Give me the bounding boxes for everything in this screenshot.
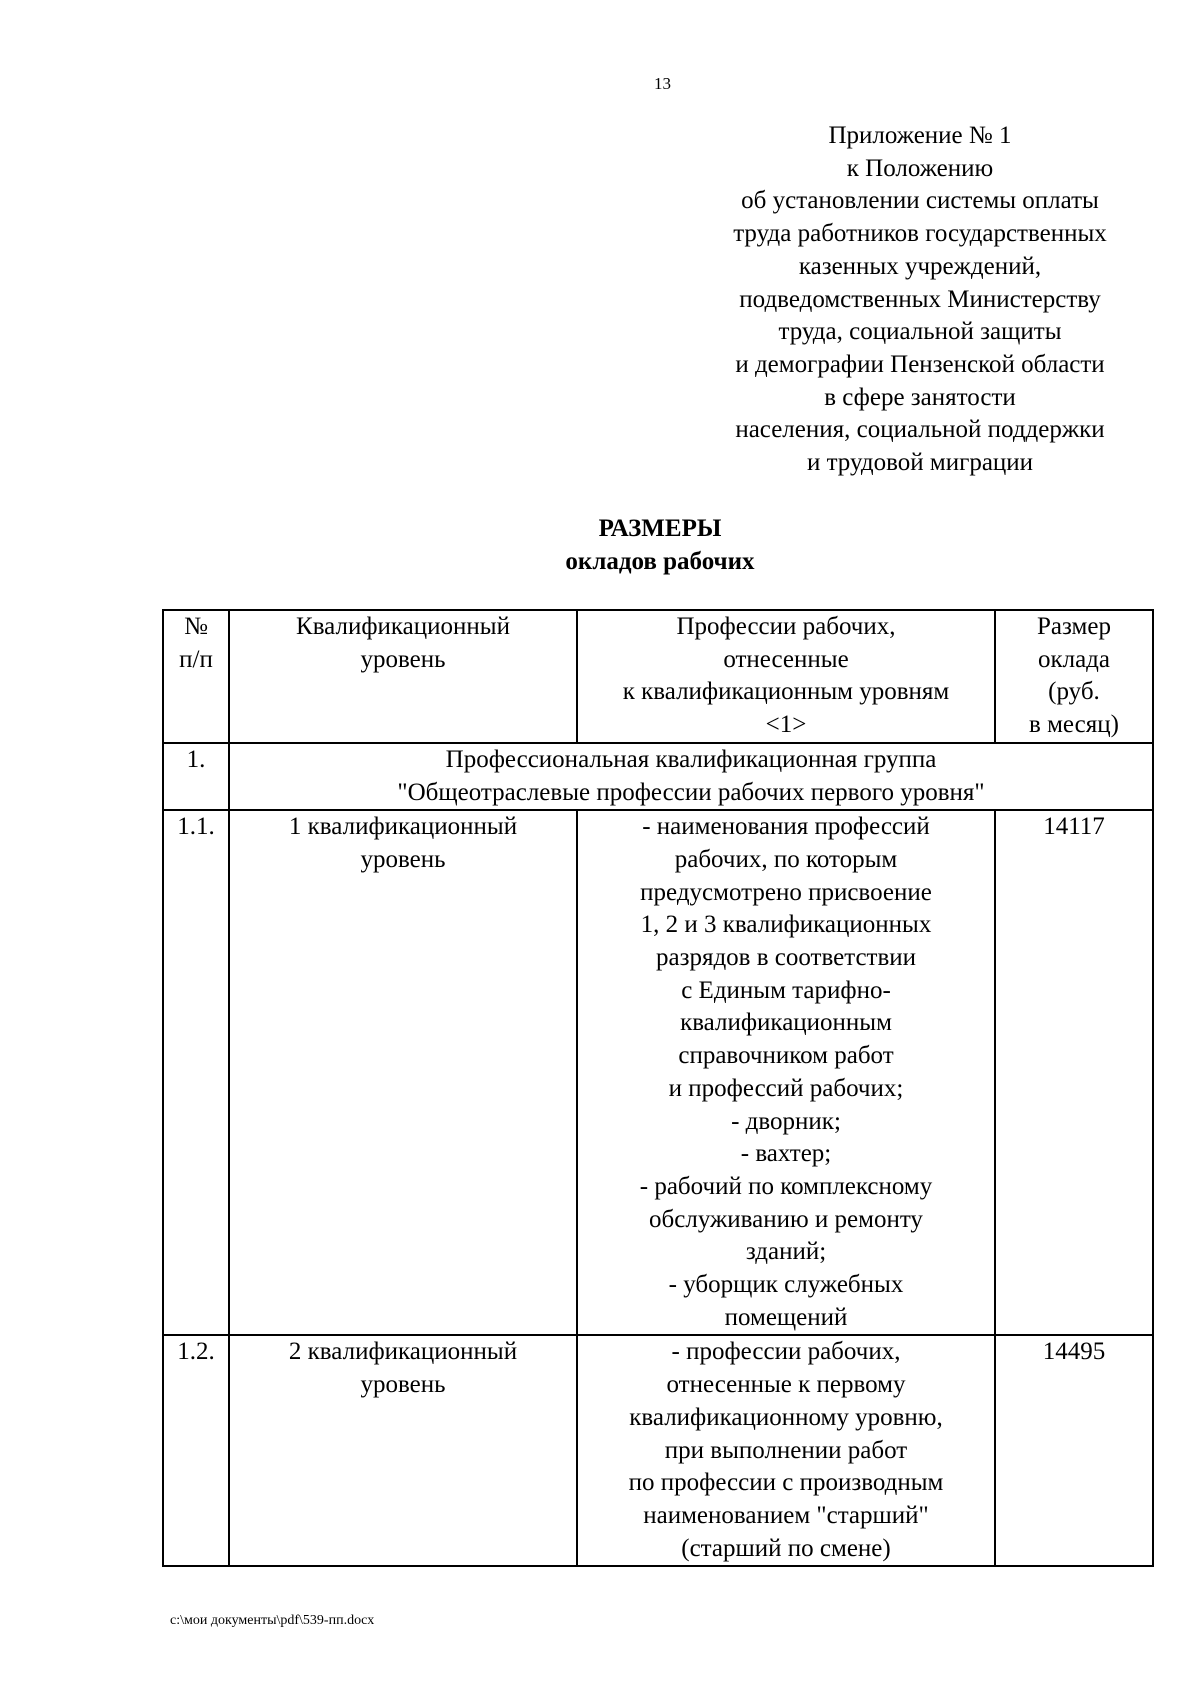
row-level-cell — [229, 810, 577, 1335]
profession-line: - дворник; — [731, 1107, 841, 1135]
table-header-row — [163, 610, 1153, 743]
header-salary-cell — [995, 610, 1153, 743]
appendix-line: и трудовой миграции — [806, 449, 1034, 477]
heading-title: РАЗМЕРЫ — [598, 515, 722, 542]
header-text: (руб. — [1048, 678, 1100, 706]
appendix-line: подведомственных Министерству — [739, 285, 1101, 313]
profession-line: 1, 2 и 3 квалификационных — [640, 911, 932, 939]
profession-line: рабочих, по которым — [674, 845, 898, 873]
appendix-line: труда работников государственных — [733, 220, 1107, 248]
document-heading — [440, 512, 880, 578]
appendix-line: об установлении системы оплаты — [741, 187, 1099, 215]
header-professions-cell — [577, 610, 995, 743]
header-text: Размер — [1037, 613, 1111, 640]
appendix-line: в сфере занятости — [824, 383, 1016, 411]
file-path-footer: c:\мои документы\pdf\539-пп.docx — [170, 1613, 375, 1628]
profession-line: квалификационному уровню, — [629, 1403, 943, 1431]
row-professions-cell — [577, 810, 995, 1335]
row-professions-cell — [577, 1335, 995, 1566]
header-text: п/п — [179, 645, 213, 673]
appendix-line: казенных учреждений, — [798, 252, 1042, 280]
header-text: № — [184, 613, 208, 640]
appendix-line: труда, социальной защиты — [778, 318, 1062, 346]
profession-line: по профессии с производным — [628, 1469, 944, 1497]
profession-line: обслуживанию и ремонту — [649, 1205, 923, 1233]
row-level-cell — [229, 1335, 577, 1566]
header-text: оклада — [1037, 645, 1111, 673]
header-text: <1> — [765, 711, 807, 739]
appendix-line: Приложение № 1 — [828, 122, 1012, 149]
salary-table — [162, 609, 1154, 1567]
group-num-cell: 1. — [163, 743, 229, 810]
profession-line: - вахтер; — [740, 1140, 832, 1168]
profession-line: разрядов в соответствии — [655, 944, 917, 972]
header-text: Профессии рабочих, — [676, 613, 896, 640]
table-row — [163, 810, 1153, 1335]
row-salary-cell: 14117 — [995, 810, 1153, 1335]
header-num-cell — [163, 610, 229, 743]
profession-line: квалификационным — [680, 1009, 892, 1037]
row-num-cell: 1.2. — [163, 1335, 229, 1566]
table-row — [163, 1335, 1153, 1566]
row-num-cell: 1.1. — [163, 810, 229, 1335]
profession-line: - уборщик служебных — [668, 1271, 904, 1299]
group-title-cell — [229, 743, 1153, 810]
appendix-block — [690, 120, 1150, 480]
profession-line: наименованием "старший" — [643, 1501, 929, 1529]
profession-line: и профессий рабочих; — [668, 1074, 904, 1102]
group-row — [163, 743, 1153, 810]
row-salary-cell: 14495 — [995, 1335, 1153, 1566]
profession-line: (старший по смене) — [681, 1534, 891, 1562]
level-line: уровень — [360, 845, 446, 873]
group-title-line: Профессиональная квалификационная группа — [445, 745, 937, 773]
profession-line: - наименования профессий — [642, 813, 930, 841]
profession-line: - рабочий по комплексному — [639, 1172, 933, 1200]
page-number: 13 — [654, 74, 671, 93]
header-text: отнесенные — [723, 645, 849, 673]
heading-subtitle: окладов рабочих — [565, 548, 755, 575]
appendix-line: и демографии Пензенской области — [735, 350, 1105, 378]
group-title-line: "Общеотраслевые профессии рабочих первого уровня" — [397, 778, 985, 806]
profession-line: отнесенные к первому — [666, 1371, 906, 1399]
level-line: 1 квалификационный — [288, 813, 518, 841]
header-text: Квалификационный — [296, 613, 510, 640]
level-line: уровень — [360, 1371, 446, 1399]
appendix-line: к Положению — [846, 154, 994, 182]
profession-line: предусмотрено присвоение — [640, 878, 932, 906]
profession-line: справочником работ — [678, 1042, 894, 1070]
level-line: 2 квалификационный — [288, 1338, 518, 1366]
appendix-line: населения, социальной поддержки — [735, 416, 1105, 444]
header-text: уровень — [360, 645, 446, 673]
profession-line: с Единым тарифно- — [681, 976, 891, 1004]
profession-line: зданий; — [745, 1238, 827, 1266]
profession-line: при выполнении работ — [664, 1436, 908, 1464]
header-text: в месяц) — [1029, 711, 1119, 739]
header-text: к квалификационным уровням — [622, 678, 950, 706]
profession-line: - профессии рабочих, — [671, 1338, 901, 1366]
header-level-cell — [229, 610, 577, 743]
profession-line: помещений — [724, 1303, 848, 1331]
